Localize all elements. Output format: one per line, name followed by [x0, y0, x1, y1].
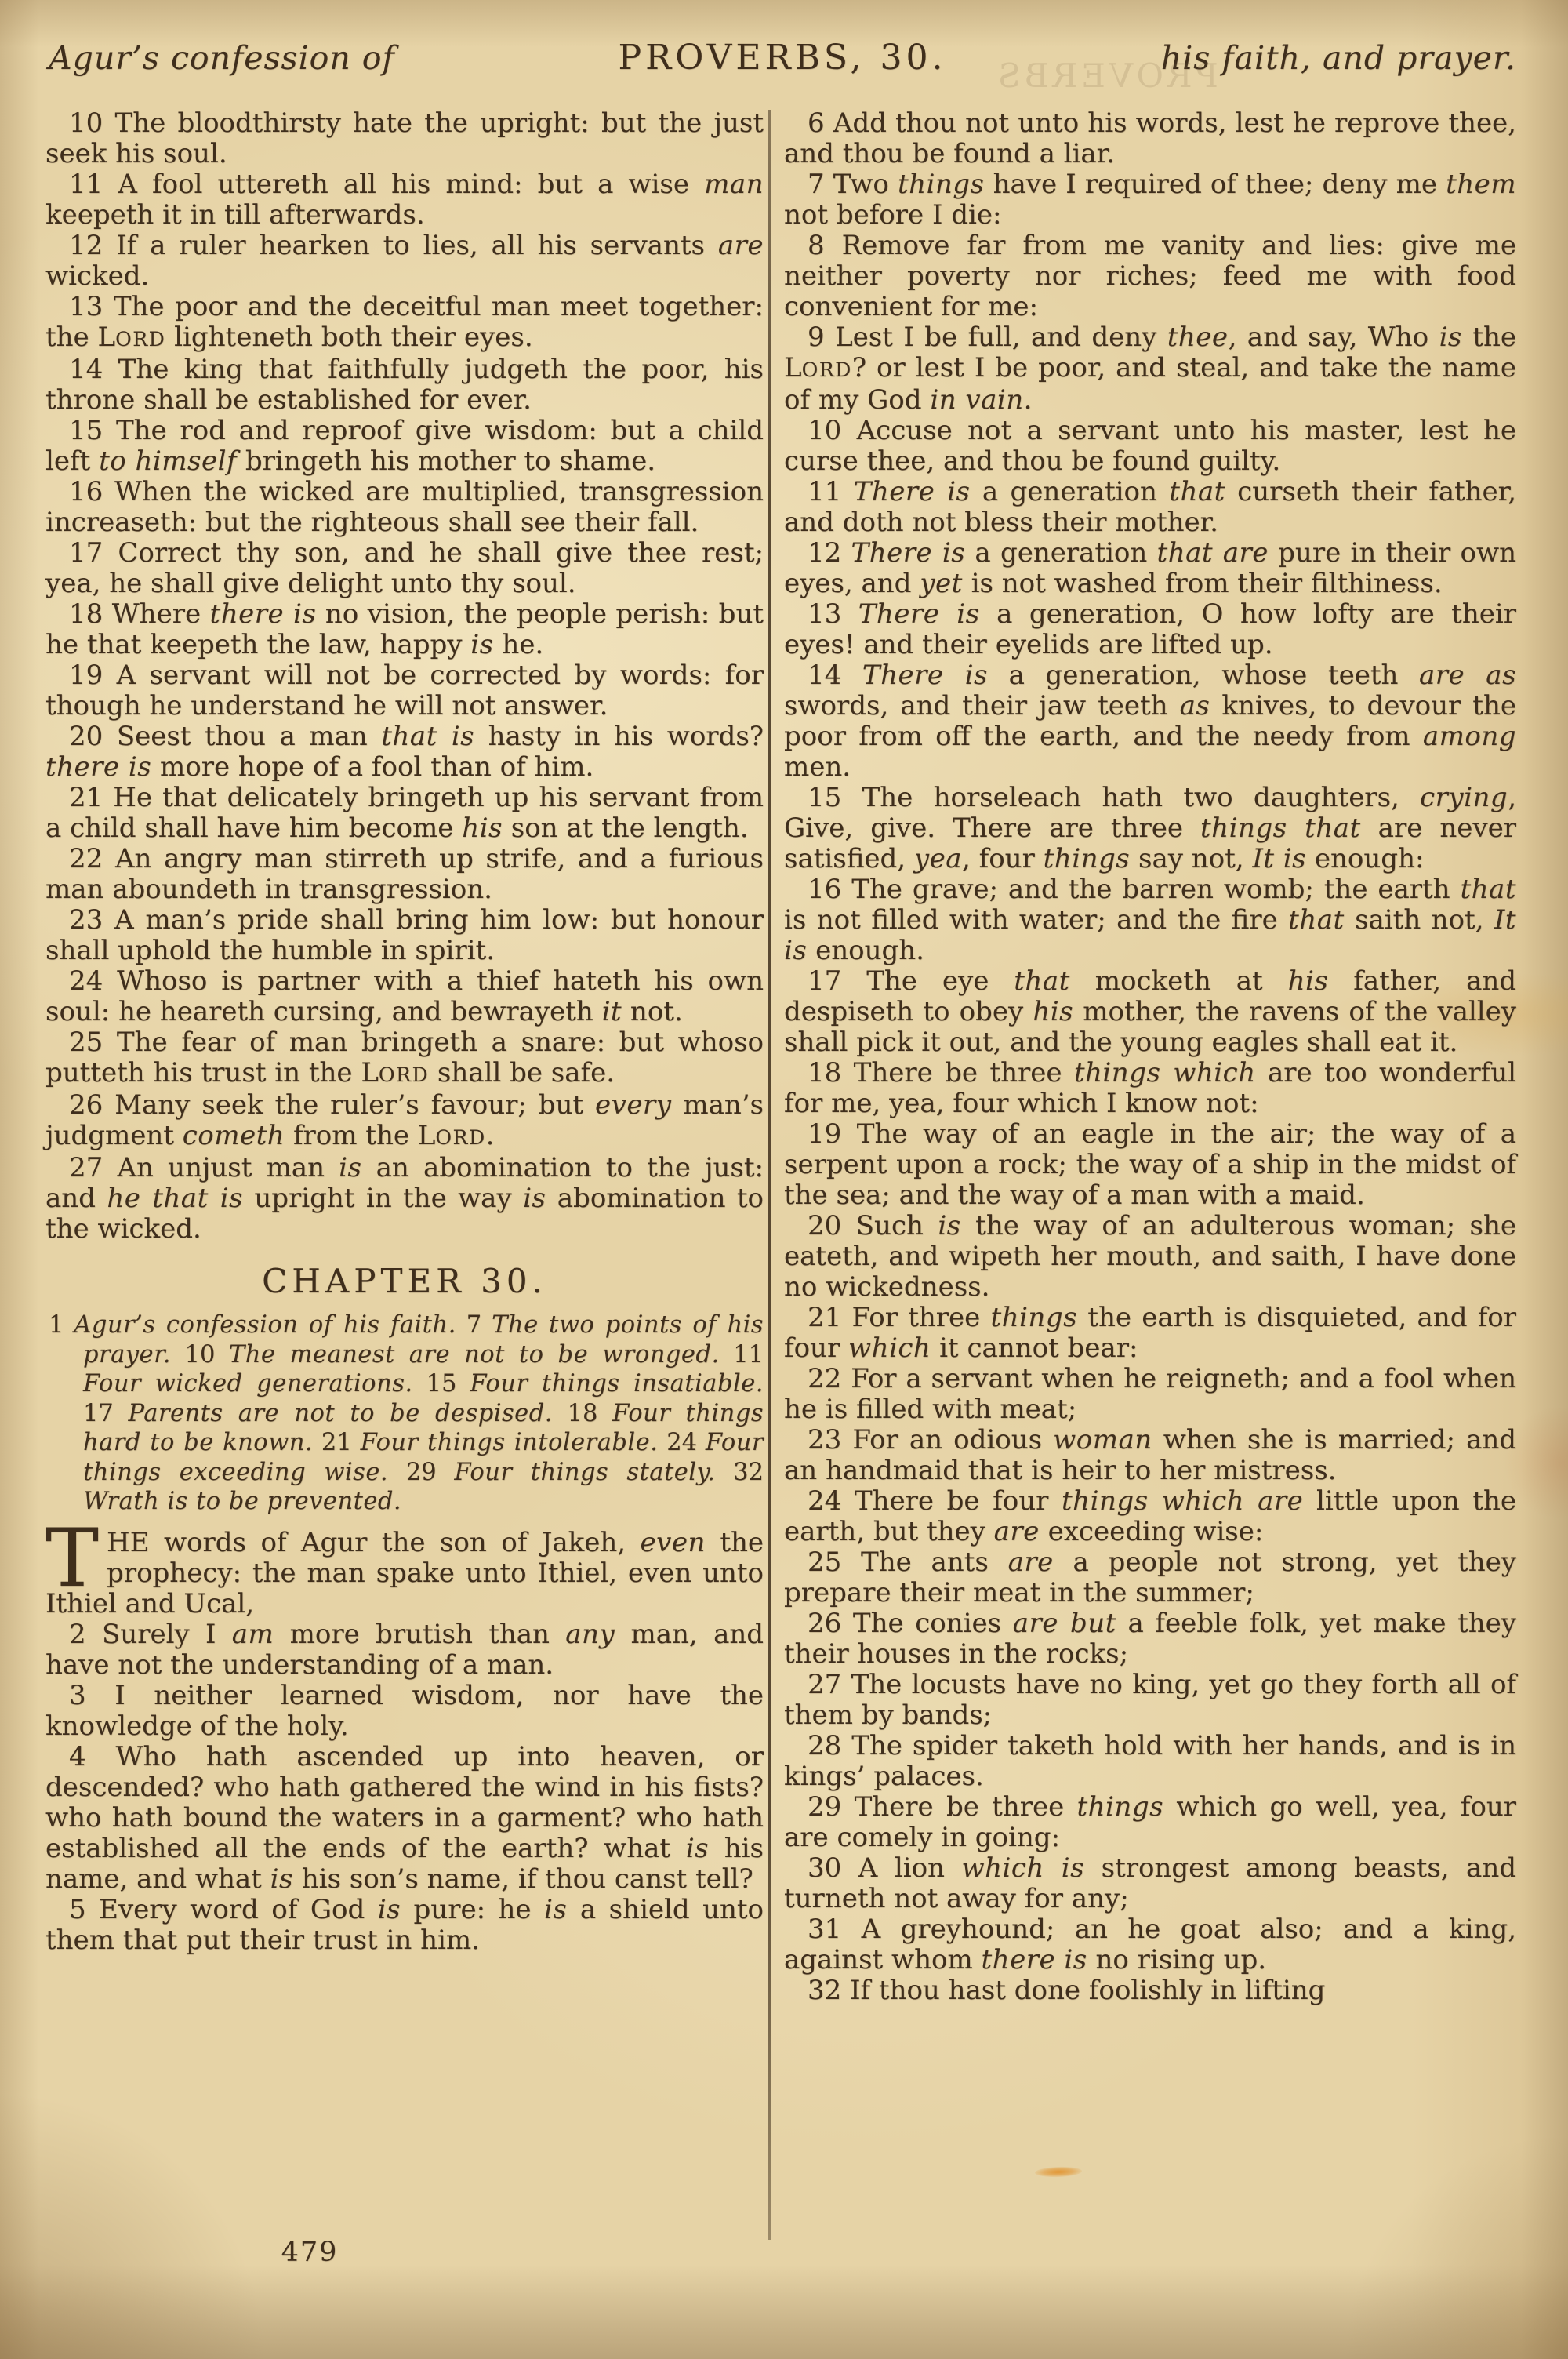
verse-30-12: 12 There is a generation that are pure in their own eyes, and yet is not washed from their filthiness. [784, 537, 1517, 599]
verse-number: 10 [808, 415, 842, 446]
chapter-heading: CHAPTER 30. [262, 1262, 547, 1300]
verse-number: 24 [69, 965, 103, 997]
verse-30-19: 19 The way of an eagle in the air; the way of a serpent upon a rock; the way of a ship in the midst of the sea; and the way of a man with a maid. [784, 1118, 1516, 1211]
verse-29-16: 16 When the wicked are multiplied, transgression increaseth: but the righteous shall see their fall. [45, 476, 764, 538]
verse-29-23: 23 A man’s pride shall bring him low: but honour shall uphold the humble in spirit. [45, 904, 764, 966]
verse-number: 12 [69, 230, 103, 261]
verse-number: 11 [69, 169, 103, 200]
verse-30-25: 25 The ants are a people not strong, yet they prepare their meat in the summer; [784, 1547, 1516, 1608]
verse-number: 16 [808, 874, 842, 905]
verse-30-5: 5 Every word of God is pure: he is a shield unto them that put their trust in him. [45, 1893, 764, 1956]
verse-number: 11 [808, 476, 842, 507]
verse-number: 18 [808, 1057, 842, 1089]
verse-30-3: 3 I neither learned wisdom, nor have the knowledge of the holy. [45, 1679, 764, 1742]
verse-30-9: 9 Lest I be full, and deny thee, and say, Who is the LORD? or lest I be poor, and steal, and take the name of my God in vain. [784, 322, 1517, 416]
verse-number: 25 [69, 1027, 103, 1058]
verse-number: 23 [808, 1424, 842, 1456]
verse-number: 32 [808, 1975, 842, 2006]
verse-number: 21 [69, 782, 103, 813]
verse-number: 22 [808, 1363, 842, 1394]
verse-number: 21 [808, 1302, 842, 1333]
verse-number: 26 [808, 1608, 842, 1639]
verse-number: 13 [808, 598, 842, 630]
verse-number: 14 [69, 354, 103, 385]
small-caps-lord: LORD [97, 322, 166, 353]
verse-29-19: 19 A servant will not be corrected by words: for though he understand he will not answer. [45, 660, 764, 722]
chapter-30-verses-left [45, 1511, 764, 1956]
verse-number: 2 [69, 1618, 86, 1650]
verse-number: 13 [69, 291, 103, 322]
verse-29-21: 21 He that delicately bringeth up his servant from a child shall have him become his son at the length. [45, 782, 764, 844]
verse-number: 27 [69, 1152, 103, 1183]
verse-number: 23 [69, 904, 103, 936]
left-column [45, 108, 764, 1956]
small-caps-lord: LORD [361, 1057, 430, 1089]
verse-30-11: 11 There is a generation that curseth their father, and doth not bless their mother. [784, 476, 1516, 538]
orange-smudge-artifact [1035, 2166, 1082, 2178]
verse-number: 5 [69, 1893, 86, 1925]
verse-29-20: 20 Seest thou a man that is hasty in his words? there is more hope of a fool than of him. [45, 721, 764, 783]
verse-number: 3 [69, 1679, 86, 1711]
verse-number: 30 [808, 1852, 842, 1884]
verse-30-8: 8 Remove far from me vanity and lies: give me neither poverty nor riches; feed me with food convenient for me: [784, 230, 1516, 322]
verse-number: 14 [808, 660, 842, 691]
running-head [49, 38, 1516, 78]
verse-number: 15 [808, 782, 842, 813]
verse-29-18: 18 Where there is no vision, the people perish: but he that keepeth the law, happy is he. [45, 598, 764, 660]
running-head-right: his faith, and prayer. [1160, 39, 1516, 77]
verse-29-26: 26 Many seek the ruler’s favour; but every man’s judgment cometh from the LORD. [45, 1089, 764, 1151]
running-head-title: PROVERBS, 30. [618, 38, 947, 78]
verse-30-6: 6 Add thou not unto his words, lest he reprove thee, and thou be found a liar. [784, 107, 1516, 169]
chapter-30-verses-right [784, 108, 1516, 2006]
verse-number: 26 [69, 1089, 103, 1121]
verse-number: 16 [69, 476, 103, 507]
verse-30-18: 18 There be three things which are too wonderful for me, yea, four which I know not: [784, 1057, 1516, 1119]
verse-29-14: 14 The king that faithfully judgeth the poor, his throne shall be established for ever. [45, 354, 764, 416]
verse-number: 15 [69, 415, 103, 446]
verse-30-22: 22 For a servant when he reigneth; and a fool when he is filled with meat; [784, 1363, 1516, 1425]
verse-number: 22 [69, 843, 103, 874]
verse-number: 7 [808, 169, 825, 200]
verse-number: 19 [808, 1118, 842, 1150]
verse-number: 9 [808, 322, 825, 353]
small-caps-lord: LORD [784, 352, 852, 383]
verse-30-17: 17 The eye that mocketh at his father, and despiseth to obey his mother, the ravens of the valley shall pick it out, and the young eagles shall eat it. [784, 965, 1516, 1058]
verse-number: 24 [808, 1485, 842, 1517]
verse-number: 17 [808, 965, 842, 997]
verse-30-29: 29 There be three things which go well, yea, four are comely in going: [784, 1791, 1516, 1853]
verse-number: 31 [808, 1914, 842, 1945]
verse-29-12: 12 If a ruler hearken to lies, all his servants are wicked. [45, 230, 764, 292]
verse-29-27: 27 An unjust man is an abomination to the just: and he that is upright in the way is abomination to the wicked. [45, 1152, 764, 1245]
verse-30-20: 20 Such is the way of an adulterous woman; she eateth, and wipeth her mouth, and saith, I have done no wickedness. [784, 1210, 1517, 1303]
running-head-left: Agur’s confession of [49, 39, 395, 77]
verse-number: 25 [808, 1547, 842, 1578]
chapter-29-verses [45, 108, 764, 1245]
verse-30-27: 27 The locusts have no king, yet go they forth all of them by bands; [784, 1669, 1517, 1731]
verse-number: 12 [808, 537, 842, 569]
verse-30-32: 32 If thou hast done foolishly in lifting [808, 1975, 1326, 2006]
column-divider-rule [768, 110, 771, 2240]
verse-number: 27 [808, 1669, 842, 1700]
chapter-summary: 1 Agur’s confession of his faith. 7 The two points of his prayer. 10 The meanest are not to be wronged. 11 Four wicked generations. 15 Four things insatiable. 17 Parents are not to be despised. 18 Four things hard to be known. 21 Four things intolerable. 24 Four things exceeding wise. 29 Four things stately. 32 Wrath is to be prevented. [49, 1311, 764, 1515]
verse-number: 10 [69, 107, 103, 139]
verse-30-1: THE words of Agur the son of Jakeh, even the prophecy: the man spake unto Ithiel, even unto Ithiel and Ucal, [45, 1511, 764, 1619]
verse-29-13: 13 The poor and the deceitful man meet together: the LORD lighteneth both their eyes. [45, 291, 764, 353]
show-through-ghost-text: PROVERBS [994, 56, 1218, 95]
verse-30-13: 13 There is a generation, O how lofty are their eyes! and their eyelids are lifted up. [784, 598, 1516, 660]
verse-number: 18 [69, 598, 103, 630]
verse-number: 17 [69, 537, 103, 569]
verse-30-31: 31 A greyhound; an he goat also; and a king, against whom there is no rising up. [784, 1914, 1517, 1976]
verse-30-24: 24 There be four things which are little upon the earth, but they are exceeding wise: [784, 1485, 1517, 1547]
verse-30-14: 14 There is a generation, whose teeth are as swords, and their jaw teeth as knives, to devour the poor from off the earth, and the needy from among men. [784, 660, 1517, 783]
drop-cap-initial: T [45, 1511, 100, 1605]
verse-29-15: 15 The rod and reproof give wisdom: but a child left to himself bringeth his mother to shame. [45, 415, 764, 477]
verse-29-24: 24 Whoso is partner with a thief hateth his own soul: he heareth cursing, and bewrayeth it not. [45, 965, 764, 1027]
verse-29-17: 17 Correct thy son, and he shall give thee rest; yea, he shall give delight unto thy soul. [45, 537, 764, 599]
verse-30-21: 21 For three things the earth is disquieted, and for four which it cannot bear: [784, 1302, 1517, 1364]
verse-30-28: 28 The spider taketh hold with her hands, and is in kings’ palaces. [784, 1730, 1516, 1792]
verse-number: 6 [808, 107, 825, 139]
verse-29-22: 22 An angry man stirreth up strife, and a furious man aboundeth in transgression. [45, 843, 764, 905]
verse-30-10: 10 Accuse not a servant unto his master, lest he curse thee, and thou be found guilty. [784, 415, 1516, 477]
verse-29-10: 10 The bloodthirsty hate the upright: but the just seek his soul. [45, 107, 764, 169]
verse-number: 8 [808, 230, 825, 261]
verse-number: 28 [808, 1730, 842, 1761]
verse-30-4: 4 Who hath ascended up into heaven, or descended? who hath gathered the wind in his fists? who hath bound the waters in a garment? who hath established all the ends of the earth? what is his name, and what is his son’s name, if thou canst tell? [45, 1740, 764, 1895]
page-number: 479 [281, 2237, 339, 2268]
verse-30-23: 23 For an odious woman when she is married; and an handmaid that is heir to her mistress. [784, 1424, 1517, 1486]
verse-29-11: 11 A fool uttereth all his mind: but a wise man keepeth it in till afterwards. [45, 169, 764, 231]
verse-number: 20 [808, 1210, 842, 1241]
verse-number: 29 [808, 1791, 842, 1823]
verse-30-2: 2 Surely I am more brutish than any man, and have not the understanding of a man. [45, 1618, 764, 1681]
verse-30-15: 15 The horseleach hath two daughters, crying, Give, give. There are three things that are never satisfied, yea, four things say not, It is enough: [784, 782, 1516, 874]
verse-number: 4 [69, 1740, 86, 1772]
small-caps-lord: LORD [417, 1120, 486, 1151]
verse-30-30: 30 A lion which is strongest among beasts, and turneth not away for any; [784, 1852, 1516, 1914]
verse-29-25: 25 The fear of man bringeth a snare: but whoso putteth his trust in the LORD shall be safe. [45, 1027, 764, 1089]
right-column [784, 108, 1516, 2006]
verse-number: 19 [69, 660, 103, 691]
verse-30-26: 26 The conies are but a feeble folk, yet make they their houses in the rocks; [784, 1608, 1516, 1670]
verse-number: 20 [69, 721, 103, 752]
verse-30-7: 7 Two things have I required of thee; deny me them not before I die: [784, 169, 1516, 231]
verse-30-16: 16 The grave; and the barren womb; the earth that is not filled with water; and the fire that saith not, It is enough. [784, 874, 1516, 966]
